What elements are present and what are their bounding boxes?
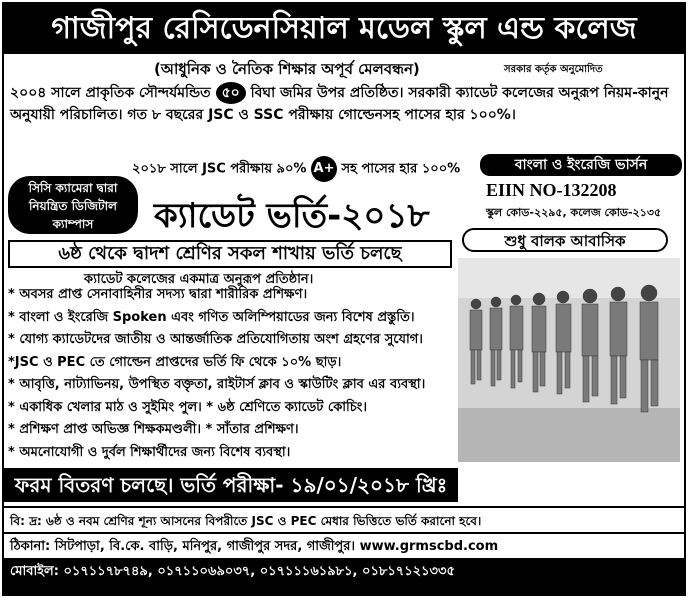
cctv-line-2: নিয়ন্ত্রিত ডিজিটাল	[28, 199, 117, 213]
feature-item: * প্রশিক্ষণ প্রাপ্ত অভিজ্ঞ শিক্ষকমণ্ডলী। * সাঁতার প্রশিক্ষণ।	[8, 422, 299, 437]
government-approval: সরকার কর্তৃক অনুমোদিত	[504, 64, 603, 75]
feature-item: * অবসর প্রাপ্ত সেনাবাহিনীর সদস্য দ্বারা শারীরিক প্রশিক্ষণ।	[8, 287, 308, 302]
eiin-number: EIIN NO-132208	[486, 180, 617, 200]
cctv-campus-badge	[8, 176, 138, 234]
school-motto: (আধুনিক ও নৈতিক শিক্ষার অপূর্ব মেলবন্ধন)	[154, 60, 420, 78]
cadet-admission-title: ক্যাডেট ভর্তি-২০১৮	[154, 196, 430, 236]
form-distribution-banner: ফরম বিতরণ চলছে। ভর্তি পরীক্ষা- ১৯/০১/২০১৮ খ্রিঃ	[4, 468, 458, 502]
school-college-codes: স্কুল কোড-২২৯৫, কলেজ কোড-২১৩৫	[486, 206, 662, 219]
intro-text-part1: ২০০৪ সালে প্রাকৃতিক সৌন্দর্যমন্ডিত	[10, 85, 211, 101]
feature-item: * একাধিক খেলার মাঠ ও সুইমিং পুল। * ৬ষ্ঠ শ্রেণিতে ক্যাডেট কোচিং।	[8, 399, 368, 415]
grade-badge: A+	[311, 156, 337, 182]
cctv-line-1: সিসি ক্যামেরা দ্বারা	[28, 181, 118, 195]
feature-item: * অমনোযোগী ও দুর্বল শিক্ষার্থীদের জন্য বিশেষ ব্যবস্থা।	[8, 444, 291, 460]
jsc-result-line	[132, 156, 460, 182]
result-text-part2: সহ পাসের হার ১০০%	[341, 161, 461, 177]
feature-item: * বাংলা ও ইংরেজি Spoken এবং গণিত অলিম্পিয়াডের জন্য বিশেষ প্রস্তুতি।	[8, 309, 415, 325]
boys-residential-badge: শুধু বালক আবাসিক	[462, 228, 668, 252]
intro-text-part2: বিঘা জমির উপর প্রতিষ্ঠিত। সরকারী ক্যাডেট কলেজের অনুরূপ নিয়ম-কানুন অনুযায়ী পরিচালিত। গত ৮ বছরের JSC ও SSC পরীক্ষায় গোল্ডেনসহ পাসের হার ১০০%।	[10, 85, 669, 123]
feature-item: *JSC ও PEC তে গোল্ডেন প্রাপ্তদের ভর্তি ফি থেকে ১০% ছাড়।	[8, 354, 342, 370]
mobile-numbers: মোবাইল: ০১৭১১৭৮৭৪৯, ০১৭১১০৬৯০৩৭, ০১৭১১১৬১৯৮১, ০১৮১৭১২১৩৩৫	[4, 558, 684, 594]
marching-cadets-illustration	[458, 258, 680, 462]
feature-item: * যোগ্য ক্যাডেটদের জাতীয় ও আন্তর্জাতিক প্রতিযোগিতায় অংশ গ্রহণের সুযোগ।	[8, 332, 423, 347]
special-note: বি: দ্র: ৬ষ্ঠ ও নবম শ্রেণির শূন্য আসনের বিপরীতে JSC ও PEC মেধার ভিত্তিতে ভর্তি করানো হবে।	[4, 506, 684, 532]
cctv-line-3: ক্যাম্পাস	[52, 217, 94, 231]
address-line: ঠিকানা: সিটপাড়া, বি.কে. বাড়ি, মনিপুর, গাজীপুর সদর, গাজীপুর। www.grmscbd.com	[4, 532, 684, 558]
admission-open-banner: ৬ষ্ঠ থেকে দ্বাদশ শ্রেণির সকল শাখায় ভর্তি চলছে	[8, 240, 452, 268]
feature-item: * আবৃত্তি, নাট্যাভিনয়, উপস্থিত বক্তৃতা, রাইটার্স ক্লাব ও স্কাউটিং ক্লাব এর ব্যবস্থা।	[8, 377, 426, 392]
tagline: ক্যাডেট কলেজের একমাত্র অনুরূপ প্রতিষ্ঠান।	[84, 272, 314, 287]
school-name-banner: গাজীপুর রেসিডেনসিয়াল মডেল স্কুল এন্ড কলেজ	[4, 4, 684, 54]
admission-advertisement	[2, 2, 686, 596]
feature-list	[8, 284, 452, 464]
land-area-badge: ৫০	[216, 82, 246, 104]
cadets-marching-photo	[458, 258, 680, 462]
intro-paragraph	[10, 82, 678, 126]
version-badge: বাংলা ও ইংরেজি ভার্সন	[480, 154, 682, 176]
result-text-part1: ২০১৮ সালে JSC পরীক্ষায় ৯০%	[132, 161, 307, 177]
